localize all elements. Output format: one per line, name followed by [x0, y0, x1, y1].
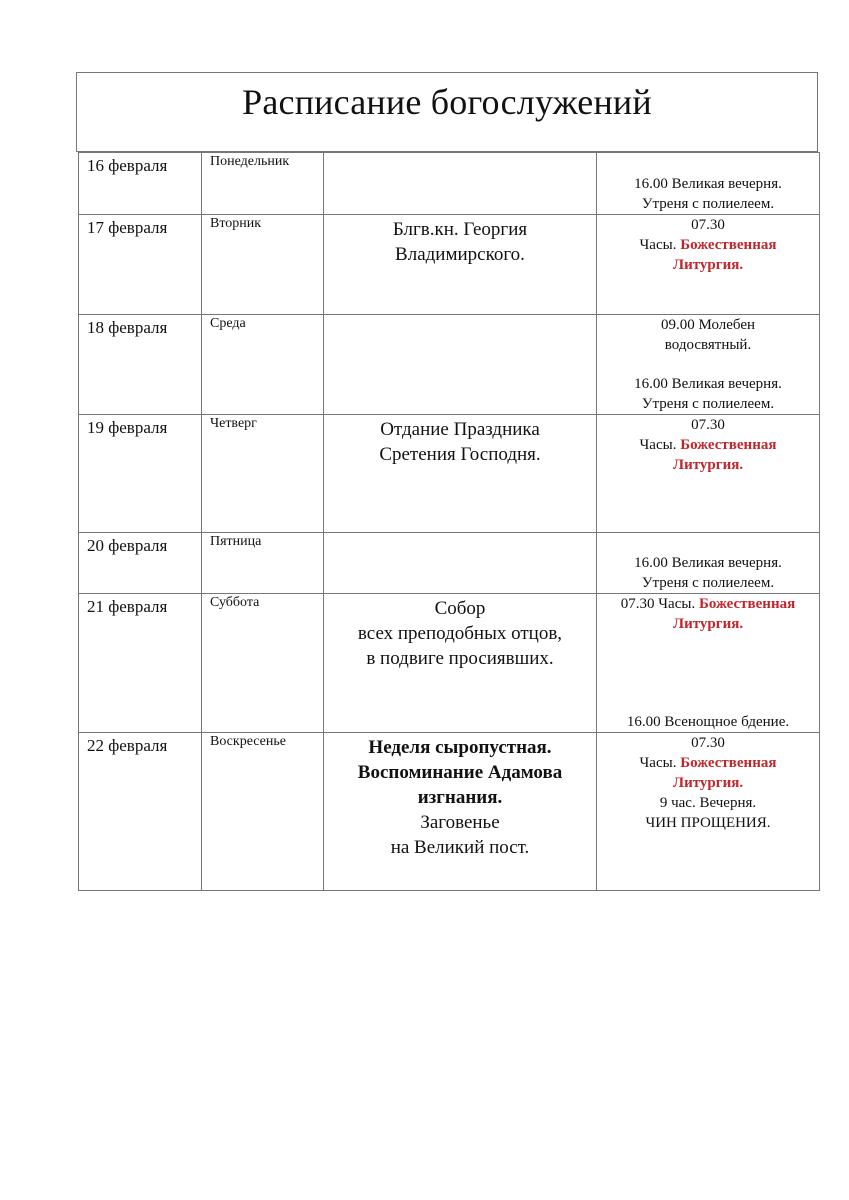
date-cell: 18 февраля [79, 315, 202, 415]
feast-line: всех преподобных отцов, [357, 623, 563, 644]
date-cell: 16 февраля [79, 153, 202, 215]
feast-line: Блгв.кн. Георгия [392, 219, 528, 240]
feast-line: Владимирского. [395, 244, 525, 265]
feast-cell [324, 215, 597, 315]
weekday-cell: Пятница [202, 533, 324, 594]
liturgy-label: Божественная [680, 237, 777, 253]
liturgy-label: Литургия. [672, 257, 744, 273]
liturgy-label: Божественная [680, 755, 777, 771]
feast-line: Заговенье [420, 812, 500, 833]
table-row [79, 415, 820, 533]
services-cell [597, 533, 820, 594]
table-row [79, 153, 820, 215]
weekday-cell: Среда [202, 315, 324, 415]
service-time: 07.30 [691, 735, 725, 751]
table-row [79, 594, 820, 733]
feast-cell [324, 594, 597, 733]
services-cell [597, 315, 820, 415]
page-title: Расписание богослужений [242, 82, 652, 122]
feast-cell [324, 153, 597, 215]
date-cell: 21 февраля [79, 594, 202, 733]
title-box [76, 72, 818, 152]
feast-cell [324, 415, 597, 533]
service-line: ЧИН ПРОЩЕНИЯ. [645, 815, 771, 831]
service-line: 16.00 Всенощное бдение. [626, 714, 790, 730]
service-line: 16.00 Великая вечерня. [634, 376, 782, 392]
feast-line: Собор [434, 598, 486, 619]
date-cell: 19 февраля [79, 415, 202, 533]
service-hours: Часы. [639, 437, 677, 453]
service-time-hours: 07.30 Часы. [620, 596, 696, 612]
feast-line: Отдание Праздника [380, 419, 540, 440]
feast-line: Сретения Господня. [379, 444, 541, 465]
services-cell [597, 415, 820, 533]
feast-line: изгнания. [417, 787, 503, 808]
feast-cell [324, 315, 597, 415]
feast-cell [324, 733, 597, 891]
services-cell [597, 733, 820, 891]
weekday-cell: Понедельник [202, 153, 324, 215]
table-row [79, 315, 820, 415]
service-line: Утреня с полиелеем. [641, 396, 775, 412]
service-line: водосвятный. [664, 337, 752, 353]
weekday-cell: Четверг [202, 415, 324, 533]
feast-line: Неделя сыропустная. [368, 737, 552, 758]
table-row [79, 533, 820, 594]
service-line: Утреня с полиелеем. [641, 575, 775, 591]
services-cell [597, 215, 820, 315]
service-line: Утреня с полиелеем. [641, 196, 775, 212]
weekday-cell: Суббота [202, 594, 324, 733]
service-hours: Часы. [639, 237, 677, 253]
liturgy-label: Литургия. [672, 775, 744, 791]
service-time: 07.30 [691, 417, 725, 433]
service-line: 16.00 Великая вечерня. [634, 555, 782, 571]
weekday-cell: Вторник [202, 215, 324, 315]
date-cell: 20 февраля [79, 533, 202, 594]
service-time: 07.30 [691, 217, 725, 233]
feast-line: в подвиге просиявших. [366, 648, 554, 669]
liturgy-label: Литургия. [672, 457, 744, 473]
liturgy-label: Божественная [698, 596, 796, 612]
feast-line: Воспоминание Адамова [357, 762, 563, 783]
services-cell [597, 594, 820, 733]
schedule-table [78, 152, 820, 891]
weekday-cell: Воскресенье [202, 733, 324, 891]
date-cell: 17 февраля [79, 215, 202, 315]
feast-cell [324, 533, 597, 594]
service-line: 16.00 Великая вечерня. [634, 176, 782, 192]
service-line: 09.00 Молебен [660, 317, 756, 333]
services-cell [597, 153, 820, 215]
feast-line: на Великий пост. [390, 837, 530, 858]
liturgy-label: Божественная [680, 437, 777, 453]
service-hours: Часы. [639, 755, 677, 771]
table-row [79, 733, 820, 891]
date-cell: 22 февраля [79, 733, 202, 891]
service-line: 9 час. Вечерня. [659, 795, 757, 811]
liturgy-label: Литургия. [672, 616, 744, 632]
table-row [79, 215, 820, 315]
